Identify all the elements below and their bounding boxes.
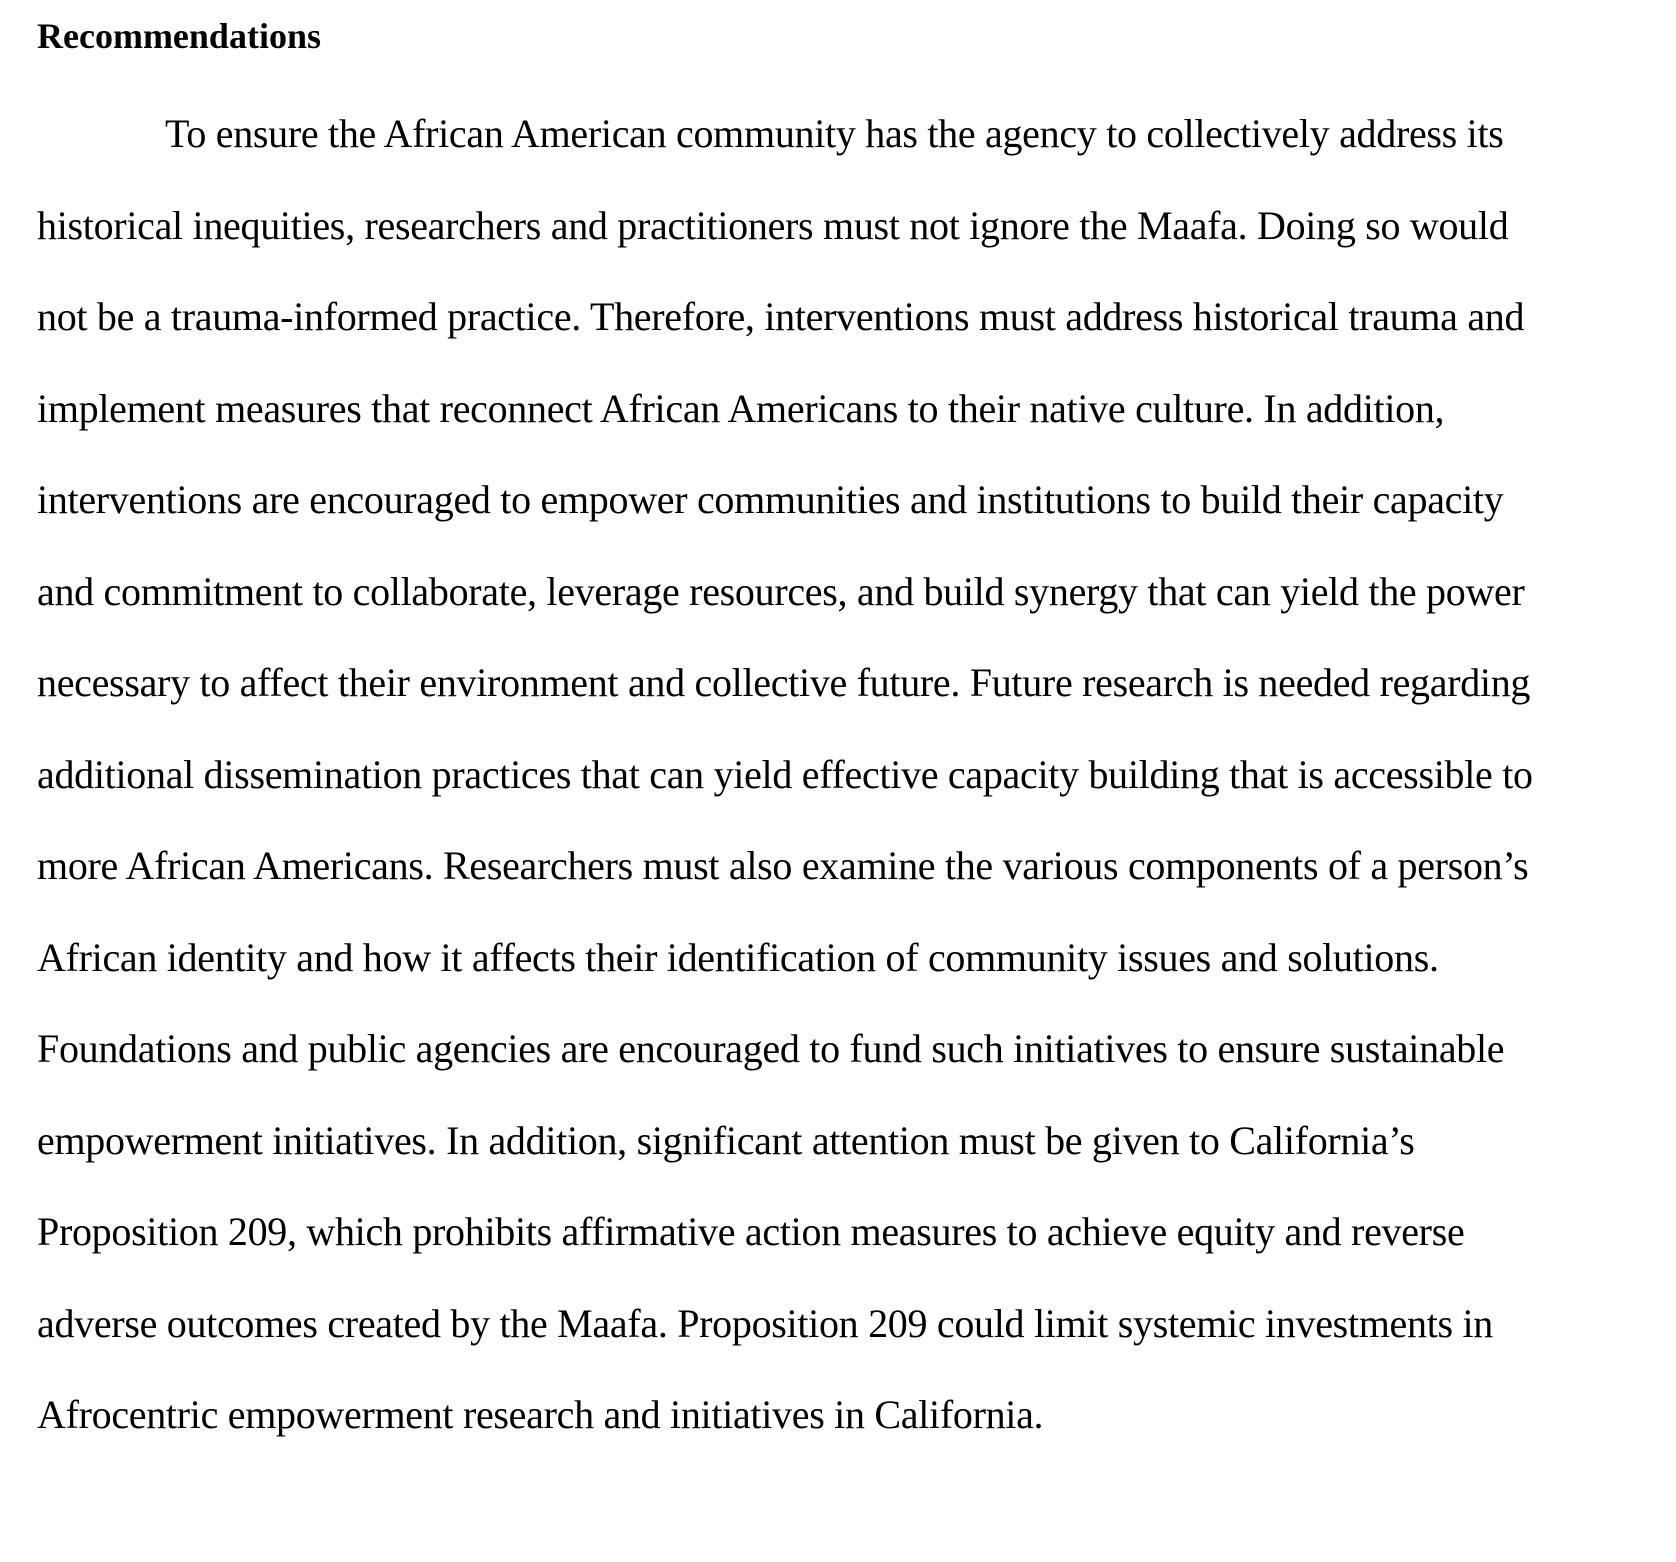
paragraph-line: historical inequities, researchers and practitioners must not ignore the Maafa. Doing so would <box>37 203 1509 248</box>
paragraph-line: necessary to affect their environment and collective future. Future research is needed regarding <box>37 660 1531 705</box>
paragraph-line: more African Americans. Researchers must also examine the various components of a person’s <box>37 843 1529 888</box>
paragraph-line: implement measures that reconnect African Americans to their native culture. In addition, <box>37 386 1445 431</box>
paragraph-line: empowerment initiatives. In addition, significant attention must be given to California’s <box>37 1118 1415 1163</box>
paragraph-line: African identity and how it affects their identification of community issues and solutions. <box>37 935 1439 980</box>
paragraph-line: adverse outcomes created by the Maafa. Proposition 209 could limit systemic investments in <box>37 1301 1494 1346</box>
paragraph-line: interventions are encouraged to empower communities and institutions to build their capacity <box>37 477 1504 522</box>
paragraph-line: and commitment to collaborate, leverage resources, and build synergy that can yield the power <box>37 569 1525 614</box>
paragraph-line: To ensure the African American community has the agency to collectively address its <box>165 111 1504 156</box>
section-heading: Recommendations <box>37 16 321 56</box>
paragraph-line: Foundations and public agencies are encouraged to fund such initiatives to ensure sustainable <box>37 1026 1505 1071</box>
paragraph-line: additional dissemination practices that can yield effective capacity building that is accessible to <box>37 752 1533 797</box>
paragraph-line: Proposition 209, which prohibits affirmative action measures to achieve equity and reverse <box>37 1209 1465 1254</box>
paragraph-line: Afrocentric empowerment research and initiatives in California. <box>37 1392 1044 1437</box>
paragraph-line: not be a trauma-informed practice. Therefore, interventions must address historical trauma and <box>37 294 1525 339</box>
